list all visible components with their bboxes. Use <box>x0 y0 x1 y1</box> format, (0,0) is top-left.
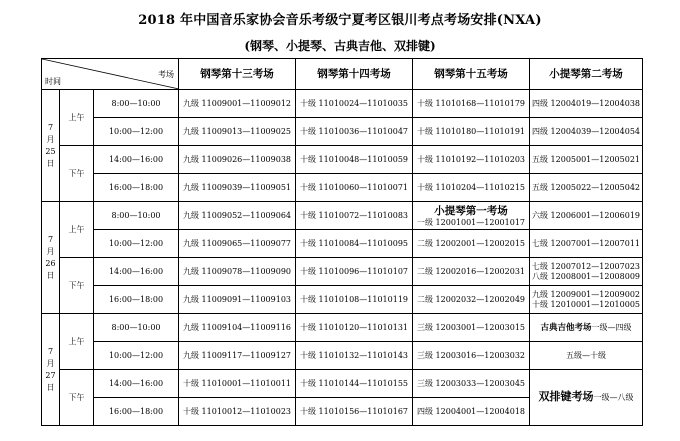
time-slot: 14:00—16:00 <box>94 370 179 398</box>
time-slot: 10:00—12:00 <box>94 118 179 146</box>
schedule-cell: 二级 12002016—12002031 <box>413 258 530 286</box>
violin-room-1-title: 小提琴第一考场 <box>434 204 508 217</box>
date-cell: 7 月 25 日 <box>42 90 60 202</box>
schedule-cell: 十级 11010120—11010131 <box>296 314 413 342</box>
period-pm: 下午 <box>60 370 94 426</box>
page-title: 2018 年中国音乐家协会音乐考级宁夏考区银川考点考场安排(NXA) <box>138 13 542 28</box>
schedule-cell: 四级 12004019—12004038 <box>530 90 643 118</box>
time-slot: 8:00—10:00 <box>94 202 179 230</box>
schedule-cell: 五级 12005022—12005042 <box>530 174 643 202</box>
schedule-cell: 三级 12003016—12003032 <box>413 342 530 370</box>
period-am: 上午 <box>60 314 94 370</box>
header-piano-15: 钢琴第十五考场 <box>413 59 530 90</box>
schedule-cell: 十级 11010036—11010047 <box>296 118 413 146</box>
corner-time-label: 时间 <box>45 77 61 86</box>
header-piano-14: 钢琴第十四考场 <box>296 59 413 90</box>
schedule-cell: 九级 11009117—11009127 <box>179 342 296 370</box>
guitar-room-title: 古典吉他考场 <box>540 322 592 333</box>
schedule-cell: 十级 11010084—11010095 <box>296 230 413 258</box>
schedule-cell: 一级 12001001—12001017 <box>417 217 525 227</box>
schedule-cell: 十级 11010180—11010191 <box>413 118 530 146</box>
schedule-table <box>41 58 643 426</box>
keyboard-room-title: 双排键考场 <box>538 390 594 403</box>
schedule-cell: 十级 11010024—11010035 <box>296 90 413 118</box>
table-row <box>42 314 643 342</box>
violin-room-1-cell <box>413 202 530 230</box>
schedule-cell: 四级 12004039—12004054 <box>530 118 643 146</box>
header-violin-2: 小提琴第二考场 <box>530 59 643 90</box>
schedule-cell: 九级 11009013—11009025 <box>179 118 296 146</box>
schedule-line: 七级 12007012—12007023 <box>532 261 640 271</box>
keyboard-room-cell <box>530 370 643 426</box>
guitar-room-cell <box>530 314 643 342</box>
table-row <box>42 202 643 230</box>
schedule-cell: 十级 11010012—11010023 <box>179 398 296 426</box>
table-row <box>42 230 643 258</box>
keyboard-room-range: 一级—八级 <box>593 393 634 402</box>
schedule-cell: 十级 11010168—11010179 <box>413 90 530 118</box>
schedule-cell: 七级 12007001—12007011 <box>530 230 643 258</box>
schedule-cell: 十级 11010204—11010215 <box>413 174 530 202</box>
schedule-cell: 四级 12004001—12004018 <box>413 398 530 426</box>
time-slot: 16:00—18:00 <box>94 398 179 426</box>
schedule-cell: 九级 11009026—11009038 <box>179 146 296 174</box>
schedule-cell: 十级 11010096—11010107 <box>296 258 413 286</box>
guitar-room-range: 一级—四级 <box>591 322 632 332</box>
time-slot: 14:00—16:00 <box>94 258 179 286</box>
schedule-cell-double <box>530 286 643 314</box>
table-row <box>42 90 643 118</box>
schedule-cell: 十级 11010072—11010083 <box>296 202 413 230</box>
schedule-cell: 五级 12005001—12005021 <box>530 146 643 174</box>
schedule-cell: 九级 11009001—11009012 <box>179 90 296 118</box>
time-slot: 16:00—18:00 <box>94 174 179 202</box>
period-am: 上午 <box>60 90 94 146</box>
schedule-cell: 九级 11009065—11009077 <box>179 230 296 258</box>
schedule-cell: 二级 12002001—12002015 <box>413 230 530 258</box>
schedule-cell: 三级 12003033—12003045 <box>413 370 530 398</box>
schedule-cell: 十级 11010048—11010059 <box>296 146 413 174</box>
table-row <box>42 174 643 202</box>
period-am: 上午 <box>60 202 94 258</box>
schedule-cell: 九级 11009039—11009051 <box>179 174 296 202</box>
schedule-cell: 五级—十级 <box>530 342 643 370</box>
schedule-cell: 九级 11009104—11009116 <box>179 314 296 342</box>
table-row <box>42 342 643 370</box>
schedule-line: 九级 12009001—12009002 <box>532 289 640 299</box>
schedule-cell: 九级 11009052—11009064 <box>179 202 296 230</box>
time-slot: 14:00—16:00 <box>94 146 179 174</box>
schedule-cell: 十级 11010060—11010071 <box>296 174 413 202</box>
time-slot: 16:00—18:00 <box>94 286 179 314</box>
schedule-cell: 三级 12003001—12003015 <box>413 314 530 342</box>
schedule-cell: 九级 11009091—11009103 <box>179 286 296 314</box>
time-slot: 8:00—10:00 <box>94 314 179 342</box>
schedule-cell: 十级 11010132—11010143 <box>296 342 413 370</box>
schedule-cell: 十级 11010001—11010011 <box>179 370 296 398</box>
schedule-line: 十级 12010001—12010005 <box>532 299 640 309</box>
page-subtitle: (钢琴、小提琴、古典吉他、双排键) <box>244 39 436 53</box>
schedule-cell-double <box>530 258 643 286</box>
time-slot: 10:00—12:00 <box>94 230 179 258</box>
header-piano-13: 钢琴第十三考场 <box>179 59 296 90</box>
schedule-cell: 十级 11010108—11010119 <box>296 286 413 314</box>
schedule-line: 八级 12008001—12008009 <box>532 271 640 281</box>
period-pm: 下午 <box>60 146 94 202</box>
time-slot: 10:00—12:00 <box>94 342 179 370</box>
schedule-cell: 十级 11010144—11010155 <box>296 370 413 398</box>
table-row <box>42 258 643 286</box>
table-row <box>42 118 643 146</box>
table-row <box>42 370 643 398</box>
schedule-cell: 九级 11009078—11009090 <box>179 258 296 286</box>
schedule-cell: 十级 11010156—11010167 <box>296 398 413 426</box>
corner-room-label: 考场 <box>158 70 175 79</box>
table-row <box>42 146 643 174</box>
date-cell: 7 月 27 日 <box>42 314 60 426</box>
date-cell: 7 月 26 日 <box>42 202 60 314</box>
corner-header <box>42 59 179 90</box>
schedule-cell: 二级 12002032—12002049 <box>413 286 530 314</box>
schedule-cell: 六级 12006001—12006019 <box>530 202 643 230</box>
period-pm: 下午 <box>60 258 94 314</box>
table-row <box>42 286 643 314</box>
time-slot: 8:00—10:00 <box>94 90 179 118</box>
schedule-cell: 十级 11010192—11010203 <box>413 146 530 174</box>
